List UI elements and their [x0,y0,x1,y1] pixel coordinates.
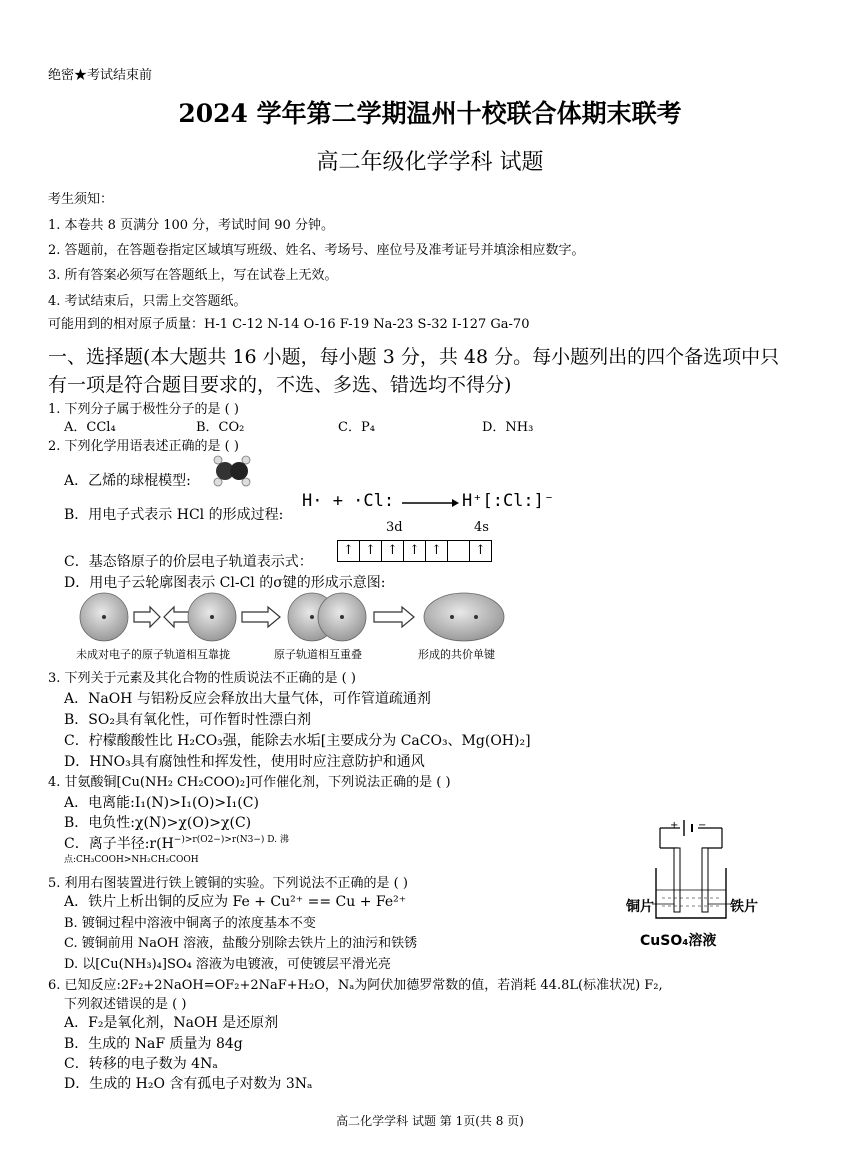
q6-option-b: B．生成的 NaF 质量为 84g [64,1036,243,1052]
secret-label: 绝密★考试结束前 [48,68,153,83]
orbital-3d-label: 3d [386,520,403,535]
q6-option-a: A．F₂是氧化剂，NaOH 是还原剂 [64,1015,279,1031]
arrow-icon [400,496,460,510]
cloud-label: 形成的共价单键 [418,648,495,661]
orbital-box: ↑ [404,540,426,562]
notice-item: 2. 答题前，在答题卷指定区域填写班级、姓名、考场号、座位号及准考证号并填涂相应数字。 [48,243,585,258]
q3-option-d: D．HNO₃具有腐蚀性和挥发性，使用时应注意防护和通风 [64,754,425,770]
page-footer: 高二化学学科 试题 第 1页(共 8 页) [336,1114,524,1128]
q4-option-a: A．电离能:I₁(N)>I₁(O)>I₁(C) [64,795,259,811]
orbital-box: ↑ [382,540,404,562]
q2-option-b: B．用电子式表示 HCl 的形成过程: [64,507,284,523]
q2-option-a: A．乙烯的球棍模型: [64,473,191,489]
q5-option-d: D. 以[Cu(NH₃)₄]SO₄ 溶液为电镀液，可使镀层平滑光亮 [64,957,391,972]
q4-option-b: B．电负性:χ(N)>χ(O)>χ(C) [64,815,252,831]
q4-option-c-small: −)>r(O2−)>r(N3−) D. 沸 [173,835,289,845]
orbital-box: ↑ [360,540,382,562]
q4-option-c [64,832,289,853]
q6-stem: 6. 已知反应:2F₂+2NaOH=OF₂+2NaF+H₂O，Nₐ为阿伏加德罗常数的值，若消耗 44.8L(标准状况) F₂, [48,978,663,993]
svg-text:+: + [670,820,679,831]
section-heading: 一、选择题(本大题共 16 小题，每小题 3 分，共 48 分。每小题列出的四个备选项中只 [48,346,780,368]
orbital-box: ↑ [337,540,360,562]
orbital-4s-label: 4s [474,520,489,535]
hcl-eq-left: H· + ·Cl: [302,491,395,511]
q1-option-d: D．NH₃ [482,420,534,435]
orbital-3d-boxes [337,540,470,562]
q1-option-b: B．CO₂ [196,420,245,435]
q1-option-c: C．P₄ [338,420,375,435]
ethylene-ball-stick-model [208,455,256,487]
q4-option-c-cont: 点:CH₃COOH>NH₂CH₂COOH [64,855,199,865]
notice-item: 3. 所有答案必须写在答题纸上，写在试卷上无效。 [48,268,338,283]
q3-option-b: B．SO₂具有氧化性，可作暂时性漂白剂 [64,712,311,728]
label-iron-plate: 铁片 [730,899,758,915]
q3-stem: 3. 下列关于元素及其化合物的性质说法不正确的是 ( ) [48,671,356,686]
label-cuso4-solution: CuSO₄溶液 [640,933,717,949]
label-copper-plate: 铜片 [626,899,654,915]
atomic-masses: 可能用到的相对原子质量：H-1 C-12 N-14 O-16 F-19 Na-23 S-32 I-127 Ga-70 [48,317,530,332]
q5-option-b: B. 镀铜过程中溶液中铜离子的浓度基本不变 [64,916,316,931]
q2-option-c: C．基态铬原子的价层电子轨道表示式： [64,554,313,570]
q3-option-a: A．NaOH 与铝粉反应会释放出大量气体，可作管道疏通剂 [64,691,431,707]
q2-stem: 2. 下列化学用语表述正确的是 ( ) [48,439,239,454]
cloud-label: 原子轨道相互重叠 [274,648,362,661]
svg-text:−: − [698,820,707,831]
q6-stem-cont: 下列叙述错误的是 ( ) [64,997,187,1012]
electroplating-apparatus [622,818,762,942]
hcl-eq-right: H⁺[:Cl:]⁻ [462,491,555,511]
q6-option-c: C．转移的电子数为 4Nₐ [64,1056,218,1072]
q1-stem: 1. 下列分子属于极性分子的是 ( ) [48,402,239,417]
notice-item: 4. 考试结束后，只需上交答题纸。 [48,294,247,309]
q2-option-d: D．用电子云轮廓图表示 Cl-Cl 的σ键的形成示意图: [64,575,386,591]
q1-option-a: A．CCl₄ [64,420,116,435]
q6-option-d: D．生成的 H₂O 含有孤电子对数为 3Nₐ [64,1076,313,1092]
orbital-box [448,540,470,562]
cloud-label: 未成对电子的原子轨道相互靠拢 [76,648,230,661]
orbital-box: ↑ [426,540,448,562]
q5-option-c: C. 镀铜前用 NaOH 溶液，盐酸分别除去铁片上的油污和铁锈 [64,936,418,951]
q5-stem: 5. 利用右图装置进行铁上镀铜的实验。下列说法不正确的是 ( ) [48,876,408,891]
section-heading: 有一项是符合题目要求的，不选、多选、错选均不得分) [48,374,512,396]
q3-option-c: C．柠檬酸酸性比 H₂CO₃强，能除去水垢[主要成分为 CaCO₃、Mg(OH)₂] [64,733,531,749]
exam-title: 2024 学年第二学期温州十校联合体期末联考 [178,99,682,128]
q4-option-c-main: C．离子半径:r(H [64,836,174,852]
q4-stem: 4. 甘氨酸铜[Cu(NH₂ CH₂COO)₂]可作催化剂，下列说法正确的是 ( ) [48,775,451,790]
orbital-4s-box: ↑ [469,540,492,562]
notice-item: 1. 本卷共 8 页满分 100 分，考试时间 90 分钟。 [48,218,334,233]
exam-subtitle: 高二年级化学学科 试题 [316,150,544,175]
notice-heading: 考生须知： [48,192,114,207]
q5-option-a: A．铁片上析出铜的反应为 Fe + Cu²⁺ == Cu + Fe²⁺ [64,894,407,910]
